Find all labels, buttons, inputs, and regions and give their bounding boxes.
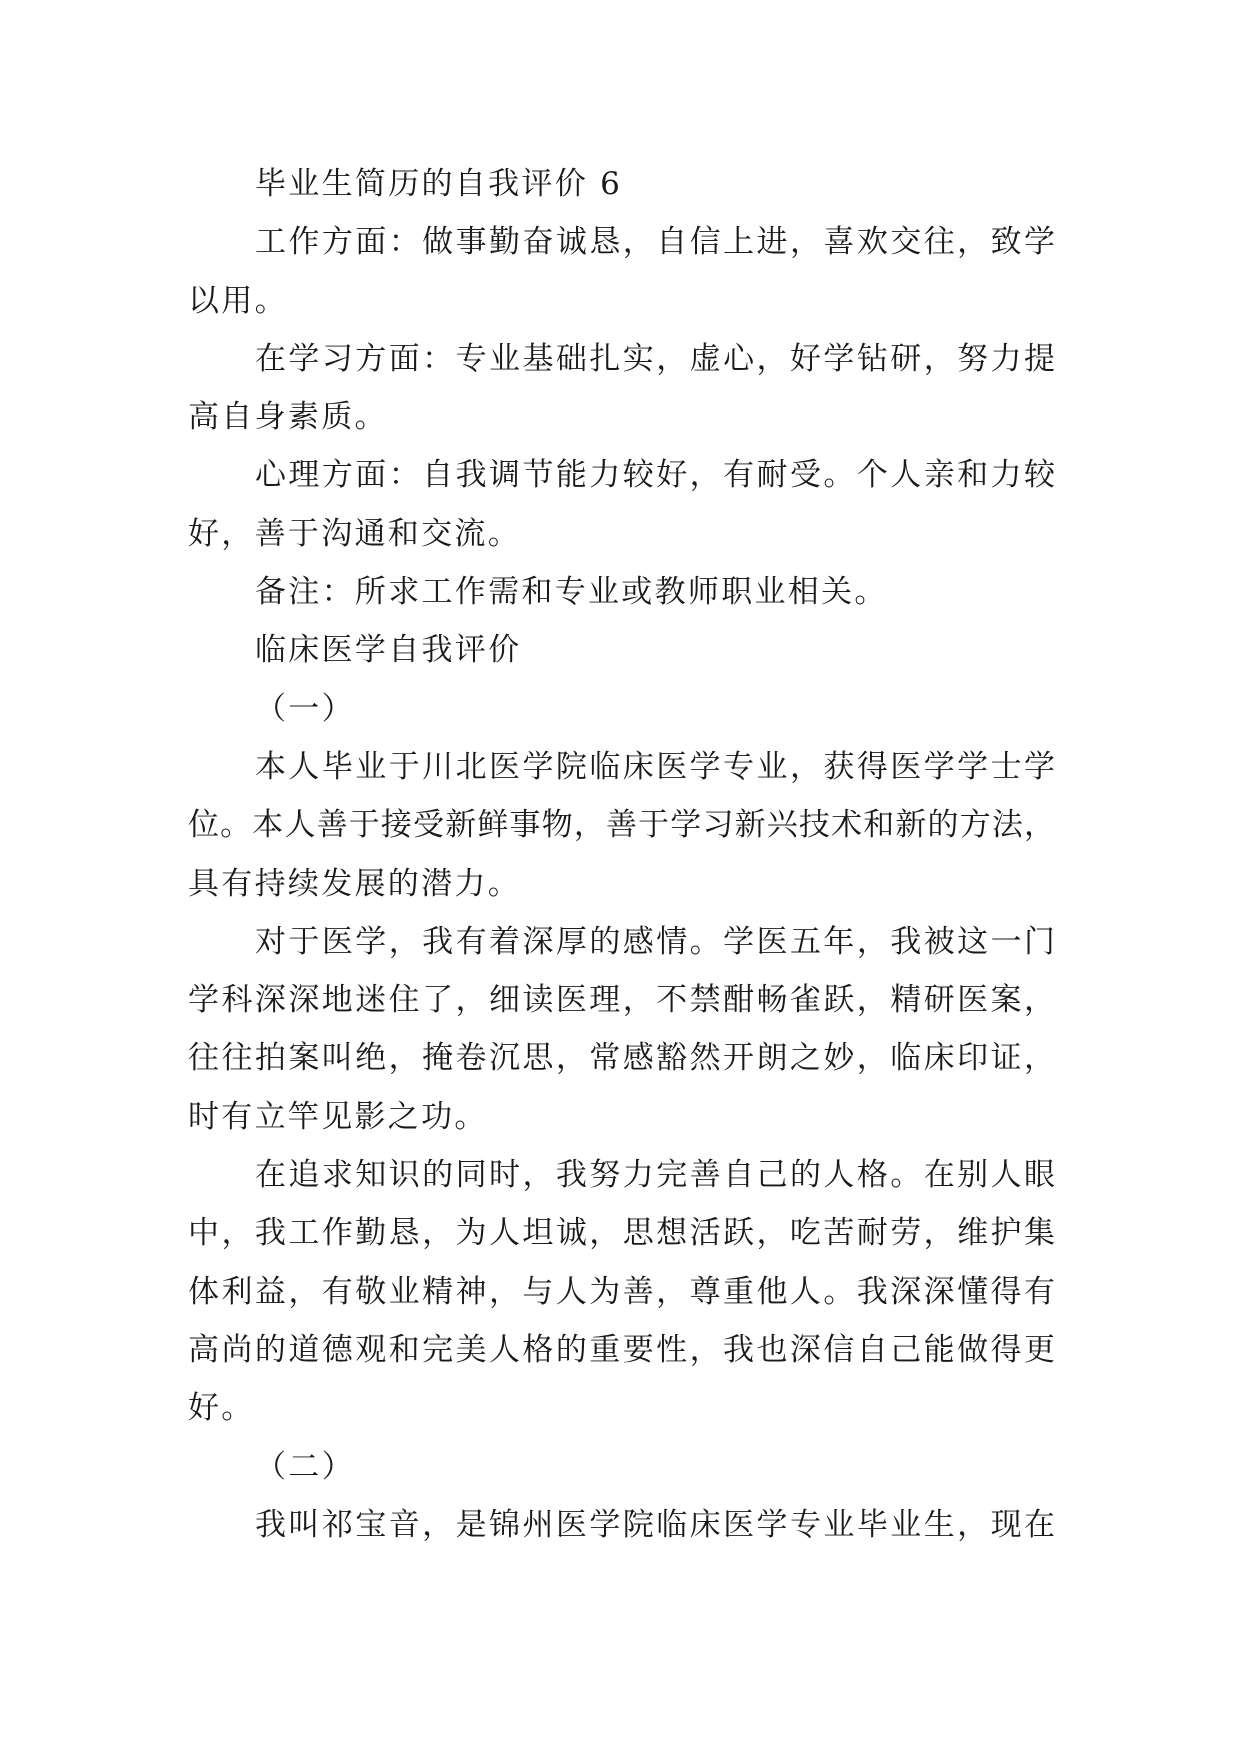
paragraph-remark [188,563,1055,621]
heading-line: 临床医学自我评价 [255,632,522,669]
paragraph-line: 工作方面：做事勤奋诚恳，自信上进，喜欢交往，致学 [255,224,1055,261]
paragraph-line: 学科深深地迷住了，细读医理，不禁酣畅雀跃，精研医案， [188,982,1055,1019]
paragraph-line: 体利益，有敬业精神，与人为善，尊重他人。我深深懂得有 [188,1273,1055,1310]
paragraph-line: 中，我工作勤恳，为人坦诚，思想活跃，吃苦耐劳，维护集 [188,1215,1055,1252]
paragraph-study [188,330,1055,447]
section-heading [188,621,1055,679]
paragraph-line: 高尚的道德观和完美人格的重要性，我也深信自己能做得更 [188,1331,1055,1368]
paragraph-work [188,213,1055,330]
paragraph-line: 我叫祁宝音，是锦州医学院临床医学专业毕业生，现在 [255,1506,1055,1543]
paragraph-line: 位。本人善于接受新鲜事物，善于学习新兴技术和新的方法， [188,807,1055,844]
document-body [188,155,1055,1554]
heading-line: 毕业生简历的自我评价 6 [255,166,623,202]
subsection-label: （一） [255,690,355,727]
subsection-number [188,680,1055,738]
subsection-label: （二） [255,1448,355,1485]
paragraph-psychology [188,446,1055,563]
paragraph-character [188,1146,1055,1437]
paragraph-line: 具有持续发展的潜力。 [188,865,521,902]
paragraph-graduation [188,738,1055,913]
paragraph-line: 好。 [188,1390,255,1427]
paragraph-line: 心理方面：自我调节能力较好，有耐受。个人亲和力较 [255,457,1055,494]
paragraph-line: 时有立竿见影之功。 [188,1098,488,1135]
paragraph-introduction [188,1496,1055,1554]
paragraph-line: 往往拍案叫绝，掩卷沉思，常感豁然开朗之妙，临床印证， [188,1040,1055,1077]
subsection-number [188,1438,1055,1496]
paragraph-line: 好，善于沟通和交流。 [188,515,521,552]
section-heading [188,155,1055,213]
paragraph-line: 在追求知识的同时，我努力完善自己的人格。在别人眼 [255,1157,1055,1194]
paragraph-line: 对于医学，我有着深厚的感情。学医五年，我被这一门 [255,923,1055,960]
paragraph-line: 在学习方面：专业基础扎实，虚心，好学钻研，努力提 [255,340,1055,377]
paragraph-line: 本人毕业于川北医学院临床医学专业，获得医学学士学 [255,748,1055,785]
paragraph-medicine [188,913,1055,1146]
paragraph-line: 高自身素质。 [188,399,388,436]
paragraph-line: 以用。 [188,282,288,319]
paragraph-line: 备注：所求工作需和专业或教师职业相关。 [255,574,888,611]
